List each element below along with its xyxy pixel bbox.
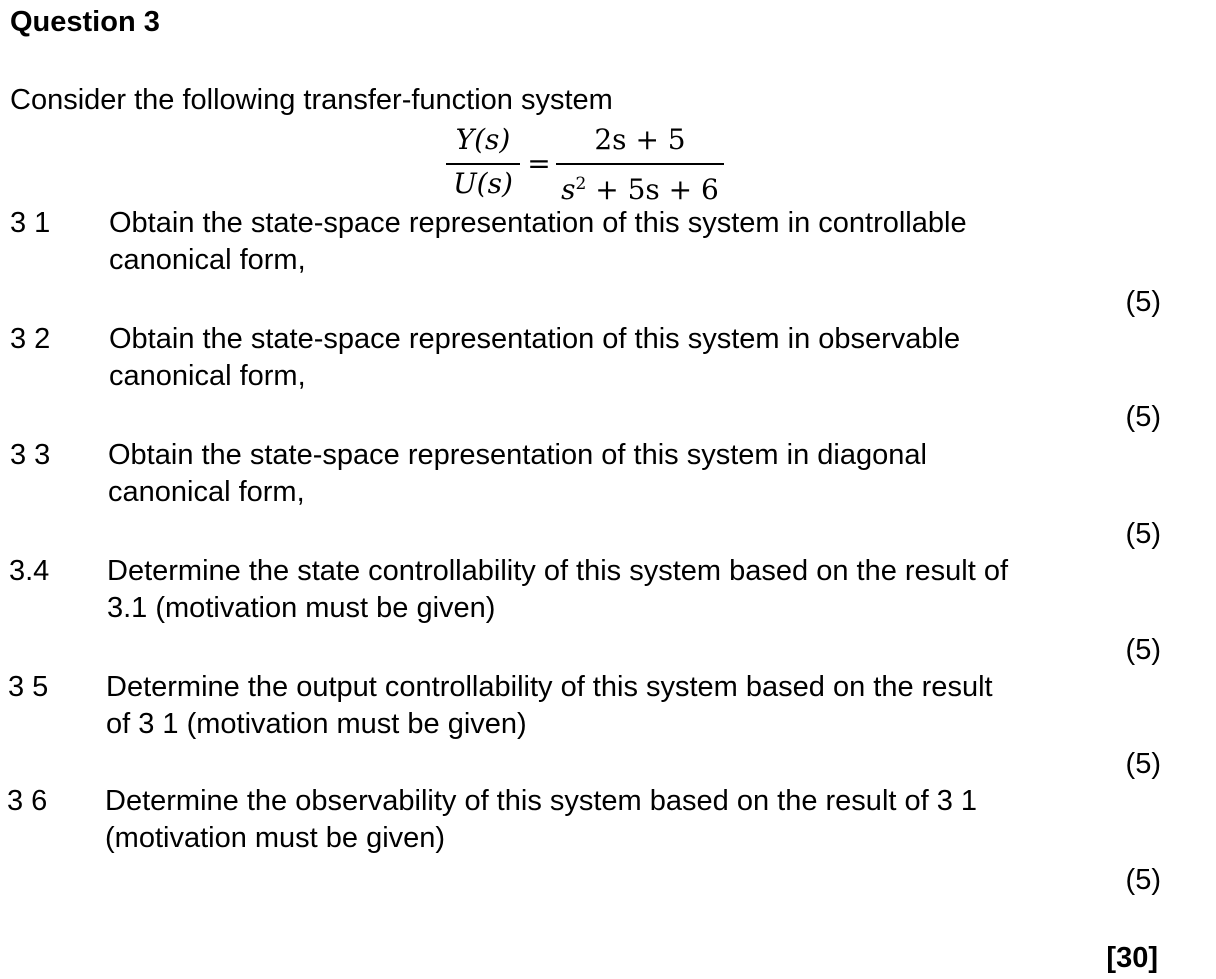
total-marks: [30] xyxy=(1106,942,1158,974)
item-text xyxy=(106,669,1156,743)
item-text xyxy=(105,783,1155,857)
item-text-line: canonical form, xyxy=(109,244,306,276)
item-text-line: 3.1 (motivation must be given) xyxy=(107,592,496,624)
rhs-denominator-base: s xyxy=(561,173,576,206)
lhs-denominator: U(s) xyxy=(453,167,513,200)
item-number: 3 2 xyxy=(10,323,51,355)
item-text-line: Obtain the state-space representation of this system in observable xyxy=(109,323,961,355)
transfer-function-equation xyxy=(446,120,736,204)
item-number: 3 3 xyxy=(10,439,51,471)
item-number: 3 1 xyxy=(10,207,51,239)
lhs-fraction-bar xyxy=(446,163,520,165)
item-text xyxy=(108,437,1158,511)
question-intro: Consider the following transfer-function system xyxy=(10,84,613,116)
item-marks: (5) xyxy=(1125,634,1161,666)
lhs-numerator: Y(s) xyxy=(455,123,511,156)
item-marks: (5) xyxy=(1125,401,1161,433)
item-text-line: (motivation must be given) xyxy=(105,822,446,854)
equals-sign: = xyxy=(527,147,551,180)
item-text xyxy=(109,321,1159,395)
item-marks: (5) xyxy=(1125,286,1161,318)
item-marks: (5) xyxy=(1125,864,1161,896)
question-title: Question 3 xyxy=(10,6,160,38)
item-number: 3.4 xyxy=(9,555,50,587)
item-text-line: of 3 1 (motivation must be given) xyxy=(106,708,527,740)
lhs-fraction xyxy=(446,120,520,204)
item-marks: (5) xyxy=(1125,518,1161,550)
item-text xyxy=(109,205,1159,279)
item-text-line: Determine the observability of this system based on the result of 3 1 xyxy=(105,785,978,817)
item-number: 3 5 xyxy=(8,671,49,703)
rhs-numerator: 2s + 5 xyxy=(594,123,686,156)
item-text-line: canonical form, xyxy=(109,360,306,392)
item-text-line: canonical form, xyxy=(108,476,305,508)
item-text xyxy=(107,553,1157,627)
item-text-line: Determine the output controllability of this system based on the result xyxy=(106,671,993,703)
rhs-fraction-bar xyxy=(556,163,724,165)
rhs-denominator xyxy=(556,166,724,208)
item-text-line: Obtain the state-space representation of this system in diagonal xyxy=(108,439,927,471)
item-text-line: Determine the state controllability of this system based on the result of xyxy=(107,555,1009,587)
item-number: 3 6 xyxy=(7,785,48,817)
item-marks: (5) xyxy=(1125,748,1161,780)
rhs-denominator-exponent: 2 xyxy=(575,174,587,194)
item-text-line: Obtain the state-space representation of this system in controllable xyxy=(109,207,967,239)
rhs-fraction xyxy=(556,120,724,204)
rhs-denominator-rest: + 5s + 6 xyxy=(586,173,719,206)
